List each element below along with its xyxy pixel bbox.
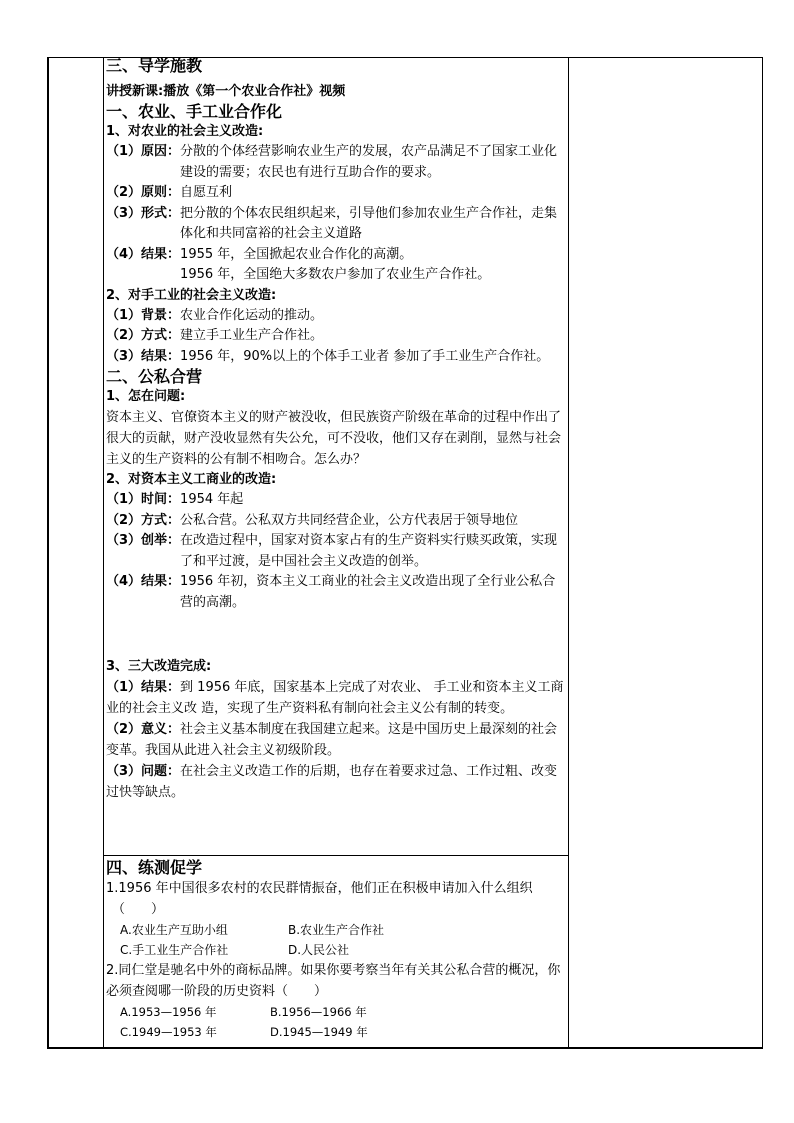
option: C.手工业生产合作社 (120, 943, 229, 957)
list-item: （3）创举： 在改造过程中，国家对资本家占有的生产资料实行赎买政策，实现了和平过渡，是中国社会主义改造的创举。 (106, 533, 558, 569)
subsection-title: 1、对农业的社会主义改造: (106, 124, 264, 139)
subsection-title: 2、对资本主义工商业的改造: (106, 472, 277, 487)
subsection-title: 3、三大改造完成: (106, 659, 212, 674)
paragraph: （1）结果：到 1956 年底，国家基本上完成了对农业、 手工业和资本主义工商业的社会主义改 造，实现了生产资料私有制向社会主义公有制的转变。 (106, 680, 564, 716)
option: D.1945—1949 年 (270, 1025, 368, 1039)
option: A.1953—1956 年 (120, 1005, 217, 1019)
option: B.农业生产合作社 (288, 923, 385, 937)
paragraph: （3）问题：在社会主义改造工作的后期，也存在着要求过急、工作过粗、改变过快等缺点。 (106, 764, 558, 800)
answer-blank: （ ） (112, 902, 165, 917)
section-title: 四、练测促学 (106, 858, 203, 877)
subsection-title: 2、对手工业的社会主义改造: (106, 287, 277, 303)
section-guided-teaching (106, 56, 566, 803)
question-stem: 2.同仁堂是驰名中外的商标品牌。如果你要考察当年有关其公私合营的概况，你必须查阅哪一阶段的历史资料（ ） (106, 963, 561, 999)
section-title: 三、导学施教 (106, 56, 203, 75)
list-item: （2）方式： 公私合营。公私双方共同经营企业，公方代表居于领导地位 (106, 512, 519, 528)
table-border-bottom (47, 1047, 763, 1049)
table-col-divider-2 (568, 57, 569, 1049)
part-title: 一、农业、手工业合作化 (106, 102, 283, 121)
table-border-right (762, 57, 763, 1049)
table-border-left (47, 57, 49, 1049)
list-item: （2）原则： 自愿互利 (106, 185, 233, 200)
paragraph: （2）意义：社会主义基本制度在我国建立起来。这是中国历史上最深刻的社会变革。我国从此进入社会主义初级阶段。 (106, 722, 558, 758)
table-col-divider-1 (103, 57, 104, 1049)
list-item: （3）结果： 1956 年，90%以上的个体手工业者 参加了手工业生产合作社。 (106, 348, 550, 364)
list-item: （1）原因： 分散的个体经营影响农业生产的发展，农产品满足不了国家工业化建设的需要；农民也有进行互助合作的要求。 (106, 144, 558, 180)
subsection-title: 1、怎在问题: (106, 389, 186, 404)
list-item: （1）时间： 1954 年起 (106, 492, 244, 507)
option: C.1949—1953 年 (120, 1025, 217, 1039)
list-item: （4）结果： 1956 年初，资本主义工商业的社会主义改造出现了全行业公私合营的高潮。 (106, 574, 556, 610)
option: D.人民公社 (288, 943, 350, 957)
list-item: （3）形式： 把分散的个体农民组织起来，引导他们参加农业生产合作社，走集体化和共同富裕的社会主义道路 (106, 205, 558, 241)
section-practice (106, 858, 566, 1042)
list-item: （4）结果： 1955 年，全国掀起农业合作化的高潮。 1956 年，全国绝大多数农户参加了农业生产合作社。 (106, 246, 491, 282)
question-stem: 1.1956 年中国很多农村的农民群情振奋，他们正在积极申请加入什么组织 (106, 881, 533, 896)
option: B.1956—1966 年 (270, 1005, 367, 1019)
option: A.农业生产互助小组 (120, 923, 228, 937)
lesson-lead: 讲授新课:播放《第一个农业合作社》视频 (106, 84, 346, 99)
question-options (106, 1002, 566, 1042)
list-item: （1）背景： 农业合作化运动的推动。 (106, 307, 324, 323)
table-row-divider (103, 855, 569, 856)
spacer (106, 613, 566, 657)
paragraph: 资本主义、官僚资本主义的财产被没收，但民族资产阶级在革命的过程中作出了很大的贡献，财产没收显然有失公允，可不没收，他们又存在剥削，显然与社会主义的生产资料的公有制不相吻合。怎么办？ (106, 410, 562, 467)
question-options (106, 920, 566, 960)
list-item: （2）方式： 建立手工业生产合作社。 (106, 328, 324, 343)
part-title: 二、公私合营 (106, 367, 203, 386)
